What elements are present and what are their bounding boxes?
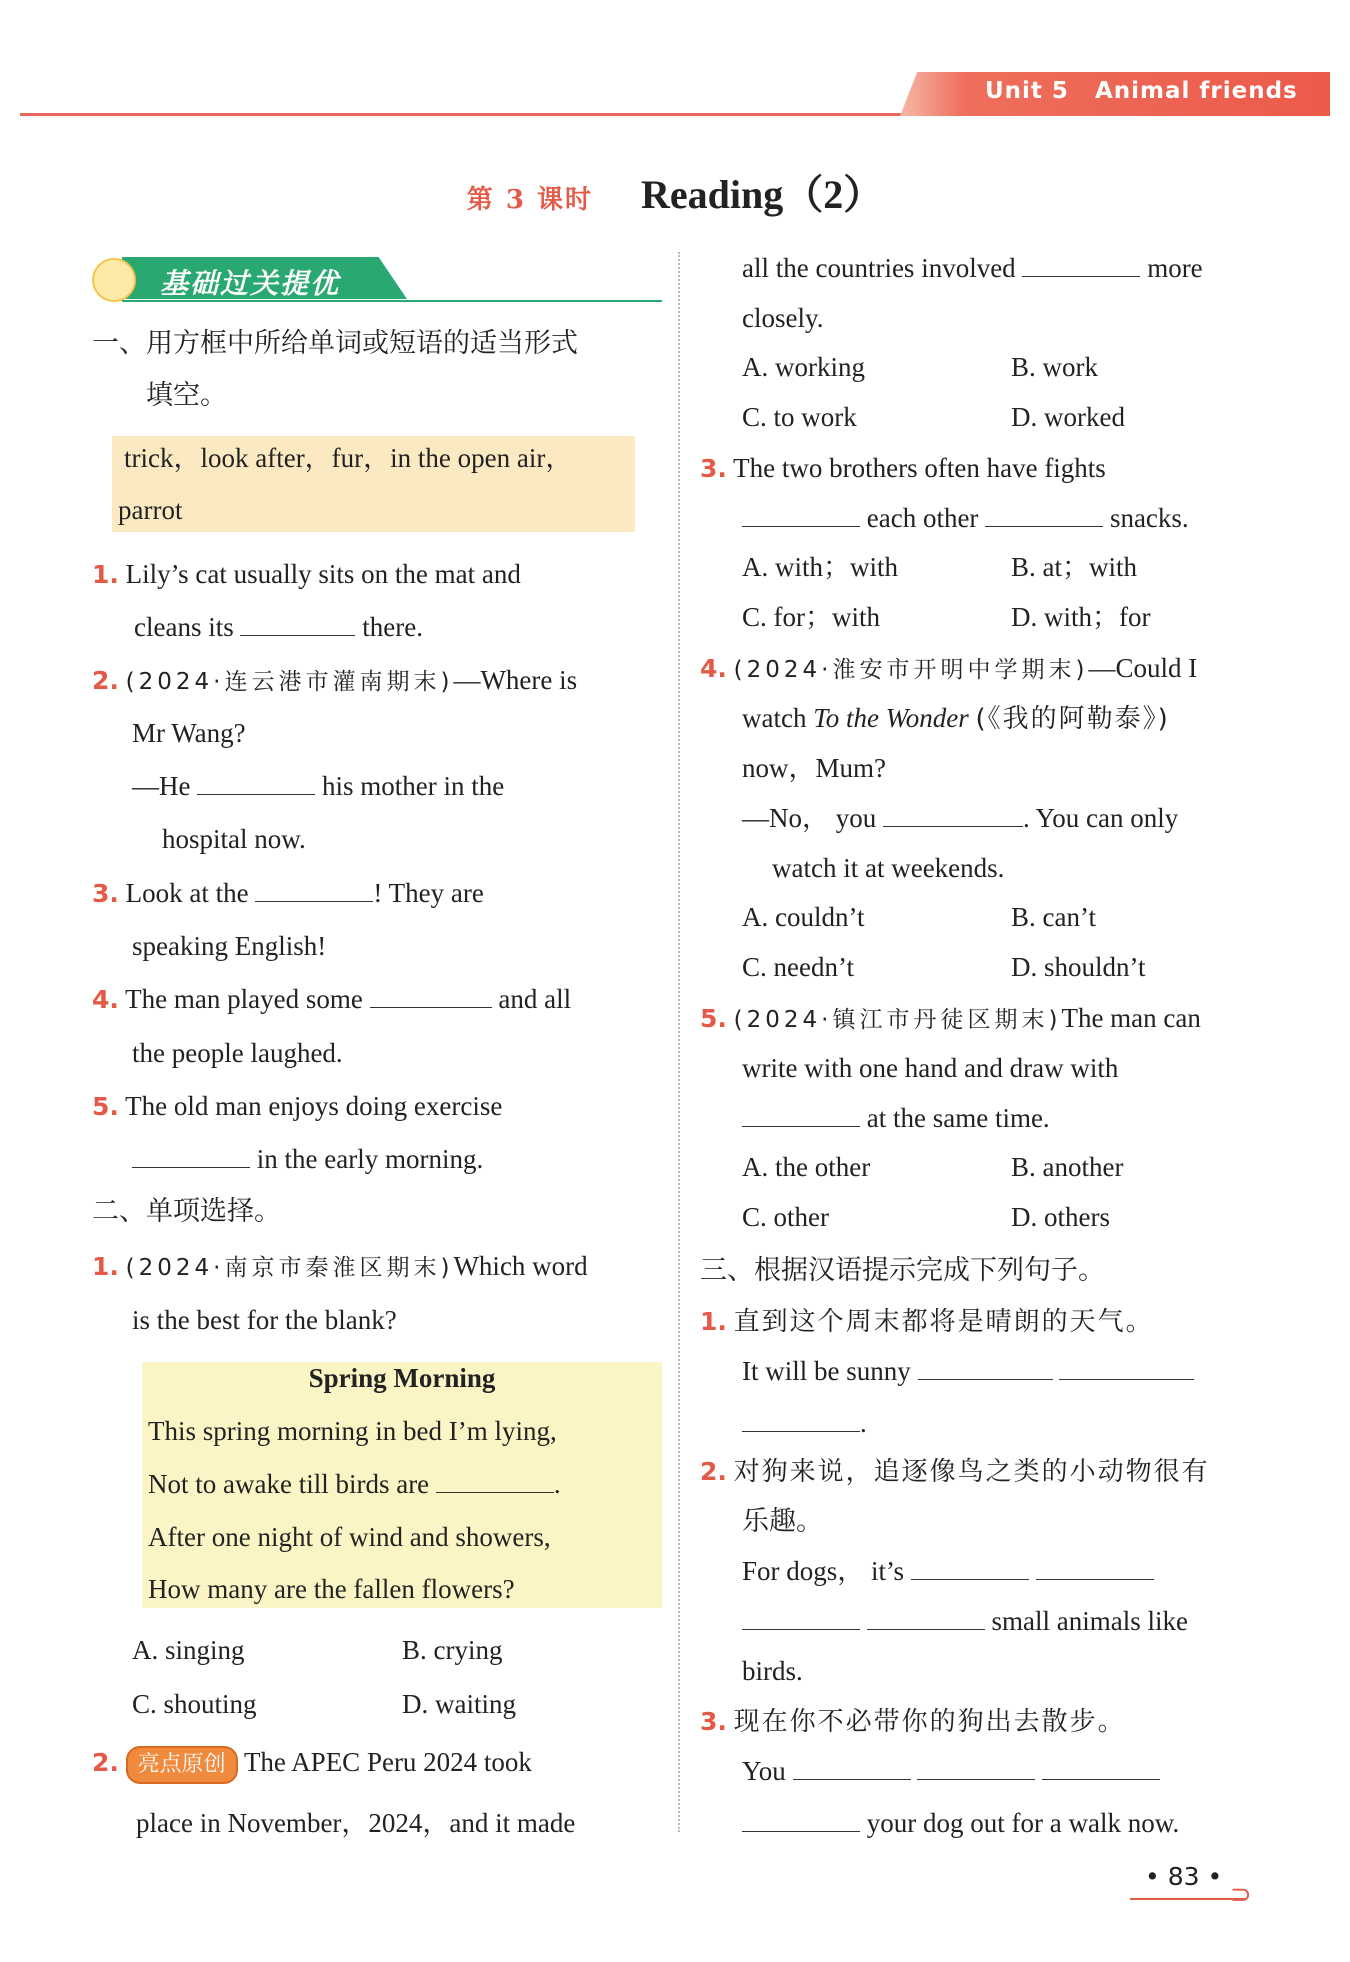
s2-q5 [700, 992, 1201, 1046]
option-d[interactable]: D. waiting [402, 1689, 516, 1719]
q-text: —No， you [742, 803, 877, 833]
q-text: 对狗来说，追逐像鸟之类的小动物很有 [733, 1457, 1210, 1487]
question-source: (2024·连云港市灌南期末) [125, 669, 454, 695]
answer-blank[interactable] [742, 1603, 860, 1630]
q-text: his mother in the [321, 771, 505, 801]
q-text: watch [742, 703, 807, 733]
option-c[interactable]: C. for；with [742, 602, 880, 632]
s1-q5-l2 [132, 1133, 483, 1185]
s1-q2 [92, 654, 577, 708]
answer-blank[interactable] [742, 1100, 860, 1127]
s3-q1-l1 [742, 1345, 1194, 1397]
answer-blank[interactable] [867, 1603, 985, 1630]
q-text: The two brothers often have fights [733, 453, 1106, 483]
arrow-right-icon: ⊃ [1230, 1880, 1252, 1910]
s2-q2-l4: closely. [742, 303, 824, 333]
q-text: (《我的阿勒泰》) [975, 704, 1170, 734]
answer-blank[interactable] [436, 1466, 554, 1493]
question-source: (2024·淮安市开明中学期末) [733, 657, 1089, 683]
option-c[interactable]: C. other [742, 1202, 829, 1232]
question-source: (2024·南京市秦淮区期末) [125, 1255, 454, 1281]
answer-blank[interactable] [742, 1805, 860, 1832]
answer-blank[interactable] [985, 500, 1103, 527]
s1-q2-l4: hospital now. [162, 824, 306, 854]
answer-blank[interactable] [1042, 1753, 1160, 1780]
s2-q2-l3 [742, 242, 1203, 294]
option-b[interactable]: B. can’t [1011, 902, 1096, 932]
option-b[interactable]: B. at；with [1011, 552, 1137, 582]
banner-underline [122, 300, 662, 302]
answer-blank[interactable] [742, 1405, 860, 1432]
s1-q3-l2: speaking English! [132, 931, 327, 961]
q-text: snacks. [1109, 503, 1189, 533]
s2-q2-l2: place in November，2024，and it made [136, 1808, 576, 1838]
answer-blank[interactable] [742, 500, 860, 527]
page-number: • 83 • [1145, 1862, 1223, 1891]
s1-q1 [92, 548, 521, 601]
s2-q5-l3 [742, 1092, 1050, 1144]
original-tag: 亮点原创 [126, 1746, 238, 1784]
s2-q4-l2 [742, 692, 1170, 745]
option-a[interactable]: A. singing [132, 1635, 245, 1665]
answer-blank[interactable] [1059, 1353, 1194, 1380]
section1-heading: 一、用方框中所给单词或短语的适当形式 [92, 328, 578, 359]
answer-blank[interactable] [255, 875, 373, 902]
option-d[interactable]: D. with；for [1011, 602, 1151, 632]
poem-line4: How many are the fallen flowers? [148, 1574, 515, 1604]
s1-q4-l2: the people laughed. [132, 1038, 343, 1068]
banner-title: 基础过关提优 [160, 267, 341, 300]
q-text: The APEC Peru 2024 took [243, 1747, 532, 1777]
section2-heading: 二、单项选择。 [92, 1196, 281, 1227]
s3-q3-l1 [742, 1745, 1160, 1797]
s3-q2 [700, 1445, 1210, 1498]
q-text: —Could I [1088, 653, 1198, 683]
s1-q3 [92, 867, 484, 920]
q-text: your dog out for a walk now. [866, 1808, 1180, 1838]
s1-q2-l3 [132, 760, 504, 812]
word-box-line1: trick，look after，fur，in the open air， [124, 443, 573, 473]
option-a[interactable]: A. with；with [742, 552, 899, 582]
poem-line3: After one night of wind and showers, [148, 1522, 551, 1552]
question-number: 5. [92, 1092, 119, 1121]
q-text: cleans its [134, 612, 234, 642]
poem-line2 [148, 1458, 561, 1510]
question-number: 2. [92, 1748, 119, 1777]
answer-blank[interactable] [1036, 1553, 1154, 1580]
page-number-rule [1130, 1898, 1245, 1900]
q-text: . [553, 1469, 561, 1499]
question-number: 2. [92, 666, 119, 695]
s2-q3 [700, 442, 1106, 495]
question-number: 1. [92, 1252, 119, 1281]
question-number: 1. [700, 1307, 727, 1336]
q-text: in the early morning. [256, 1144, 484, 1174]
s1-q5 [92, 1080, 502, 1133]
s2-q4-l3: now，Mum? [742, 753, 886, 783]
question-source: (2024·镇江市丹徒区期末) [733, 1007, 1062, 1033]
s1-q2-l2: Mr Wang? [132, 718, 246, 748]
topic-label: Animal friends [1094, 78, 1298, 104]
s3-q2-l2 [742, 1595, 1188, 1647]
q-text: Which word [453, 1251, 588, 1281]
s2-q5-l2: write with one hand and draw with [742, 1053, 1119, 1083]
s2-q4-l4 [742, 792, 1178, 844]
question-number: 3. [700, 454, 727, 483]
s2-q2 [92, 1736, 532, 1789]
answer-blank[interactable] [370, 981, 492, 1008]
answer-blank[interactable] [197, 768, 315, 795]
answer-blank[interactable] [1022, 250, 1140, 277]
question-number: 3. [700, 1707, 727, 1736]
s3-q3 [700, 1695, 1126, 1748]
option-d[interactable]: D. others [1011, 1202, 1110, 1232]
section3-heading: 三、根据汉语提示完成下列句子。 [700, 1255, 1105, 1286]
answer-blank[interactable] [917, 1753, 1035, 1780]
question-number: 4. [92, 985, 119, 1014]
q-text: For dogs， it’s [742, 1556, 905, 1586]
s2-q4-l5: watch it at weekends. [772, 853, 1005, 883]
q-text: The man can [1061, 1003, 1201, 1033]
house-icon [92, 258, 136, 302]
q-text: To the Wonder [813, 703, 969, 733]
answer-blank[interactable] [918, 1353, 1053, 1380]
option-c[interactable]: C. needn’t [742, 952, 854, 982]
s3-q2-l3: birds. [742, 1656, 803, 1686]
answer-blank[interactable] [240, 609, 355, 636]
q-text: Lily’s cat usually sits on the mat and [125, 559, 521, 589]
poem-title: Spring Morning [308, 1363, 496, 1393]
option-d[interactable]: D. shouldn’t [1011, 952, 1146, 982]
s3-q3-l2 [742, 1797, 1179, 1849]
s2-q1-l2: is the best for the blank? [132, 1305, 397, 1335]
section1-heading-cont: 填空。 [146, 380, 227, 411]
lesson-number: 第 3 课时 [466, 185, 593, 215]
option-b[interactable]: B. work [1011, 352, 1098, 382]
q-text: ! They are [373, 878, 484, 908]
q-text: there. [362, 612, 423, 642]
column-divider [678, 252, 680, 1832]
s3-q1 [700, 1295, 1154, 1348]
q-text: each other [866, 503, 979, 533]
lesson-title: Reading（2） [640, 172, 884, 217]
question-number: 3. [92, 879, 119, 908]
option-c[interactable]: C. shouting [132, 1689, 257, 1719]
question-number: 5. [700, 1004, 727, 1033]
answer-blank[interactable] [883, 800, 1023, 827]
option-d[interactable]: D. worked [1011, 402, 1125, 432]
option-b[interactable]: B. crying [402, 1635, 503, 1665]
q-text: 直到这个周末都将是晴朗的天气。 [733, 1307, 1154, 1337]
answer-blank[interactable] [793, 1753, 911, 1780]
header-title [985, 78, 1324, 104]
q-text: and all [498, 984, 572, 1014]
s2-q3-l2 [742, 492, 1189, 544]
q-text: It will be sunny [742, 1356, 911, 1386]
option-b[interactable]: B. another [1011, 1152, 1124, 1182]
poem-line1: This spring morning in bed I’m lying, [148, 1416, 557, 1446]
option-a[interactable]: A. couldn’t [742, 902, 865, 932]
q-text: small animals like [991, 1606, 1188, 1636]
option-c[interactable]: C. to work [742, 402, 857, 432]
page-title [0, 163, 1350, 220]
answer-blank[interactable] [132, 1141, 250, 1168]
s3-q2-cn2: 乐趣。 [742, 1506, 823, 1536]
q-text: . You can only [1023, 803, 1179, 833]
s3-q2-l1 [742, 1545, 1154, 1597]
q-text: —Where is [453, 665, 578, 695]
s2-q4 [700, 642, 1197, 696]
q-text: all the countries involved [742, 253, 1016, 283]
answer-blank[interactable] [911, 1553, 1029, 1580]
q-text: The old man enjoys doing exercise [125, 1091, 503, 1121]
q-text: The man played some [125, 984, 363, 1014]
s1-q4 [92, 973, 571, 1026]
q-text: . [860, 1408, 867, 1438]
q-text: —He [132, 771, 191, 801]
q-text: You [742, 1756, 786, 1786]
option-a[interactable]: A. working [742, 352, 865, 382]
q-text: Look at the [125, 878, 249, 908]
q-text: at the same time. [866, 1103, 1050, 1133]
unit-label: Unit 5 [985, 78, 1069, 104]
s1-q1-l2 [134, 601, 423, 653]
question-number: 1. [92, 560, 119, 589]
q-text: 现在你不必带你的狗出去散步。 [733, 1707, 1126, 1737]
s3-q1-l2 [742, 1397, 867, 1449]
s2-q1 [92, 1240, 588, 1294]
question-number: 2. [700, 1457, 727, 1486]
option-a[interactable]: A. the other [742, 1152, 871, 1182]
q-text: Not to awake till birds are [148, 1469, 430, 1499]
question-number: 4. [700, 654, 727, 683]
q-text: more [1147, 253, 1203, 283]
word-box-line2: parrot [118, 495, 183, 525]
